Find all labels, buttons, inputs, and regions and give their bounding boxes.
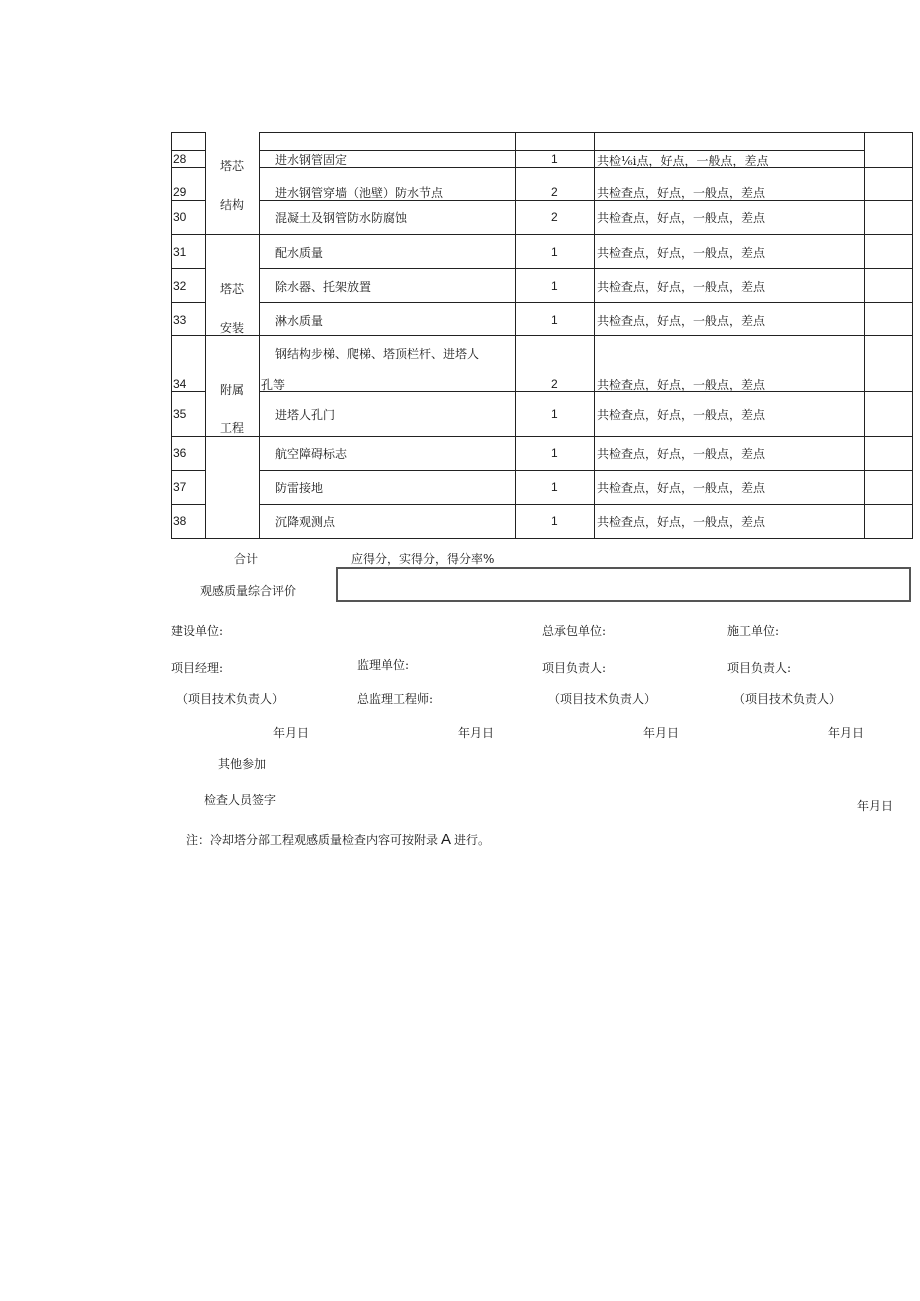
row-number: 35 <box>173 407 187 421</box>
tech-lead-label: （项目技术负责人） <box>548 692 657 706</box>
check-result: 共检查点，好点，一般点，差点 <box>597 314 766 328</box>
row-number: 36 <box>173 446 187 460</box>
owner-unit-label: 建设单位: <box>171 624 224 638</box>
row-number: 38 <box>173 514 187 528</box>
score-value: 1 <box>551 152 558 166</box>
appendix-ref: A <box>441 831 452 848</box>
total-value: 应得分，实得分，得分率% <box>351 552 495 566</box>
evaluation-box <box>336 567 911 602</box>
item-name: 进塔人孔门 <box>275 408 336 422</box>
row-number: 32 <box>173 279 187 293</box>
item-name: 配水质量 <box>275 246 324 260</box>
evaluation-label: 观感质量综合评价 <box>200 584 297 598</box>
item-name: 航空障碍标志 <box>275 447 348 461</box>
item-name: 防雷接地 <box>275 481 324 495</box>
construction-unit-label: 施工单位: <box>727 624 780 638</box>
date-field: 年月日 <box>273 726 310 740</box>
check-result: 共检查点，好点，一般点，差点 <box>597 280 766 294</box>
score-value: 1 <box>551 514 558 528</box>
date-field: 年月日 <box>643 726 680 740</box>
check-result: 共检查点，好点，一般点，差点 <box>597 408 766 422</box>
cu-responsible-label: 项目负责人: <box>727 661 792 675</box>
row-number: 30 <box>173 210 187 224</box>
chief-supervisor-label: 总监理工程师: <box>357 692 434 706</box>
score-value: 1 <box>551 446 558 460</box>
total-label: 合计 <box>234 552 259 566</box>
date-field: 年月日 <box>458 726 495 740</box>
score-value: 2 <box>551 185 558 199</box>
score-value: 2 <box>551 377 558 391</box>
item-name: 钢结构步梯、爬梯、塔顶栏杆、进塔人 <box>275 347 480 361</box>
supervision-unit-label: 监理单位: <box>357 658 410 672</box>
group-label: 附属 <box>220 383 245 397</box>
check-result: 共检查点，好点，一般点，差点 <box>597 481 766 495</box>
score-value: 1 <box>551 313 558 327</box>
check-result: 共检查点，好点，一般点，差点 <box>597 378 766 392</box>
score-value: 1 <box>551 407 558 421</box>
date-field: 年月日 <box>857 799 894 813</box>
check-result: 共检查点，好点，一般点，差点 <box>597 447 766 461</box>
row-number: 37 <box>173 480 187 494</box>
tech-lead-label: （项目技术负责人） <box>176 692 285 706</box>
item-name: 孔等 <box>261 378 286 392</box>
group-label: 塔芯 <box>220 159 245 173</box>
date-field: 年月日 <box>828 726 865 740</box>
check-result: 共检查点，好点，一般点，差点 <box>597 186 766 200</box>
other-inspectors-label: 检查人员签字 <box>204 793 277 807</box>
score-value: 1 <box>551 279 558 293</box>
check-result: 共检⅙i点，好点，一般点，差点 <box>597 154 769 168</box>
tech-lead-label: （项目技术负责人） <box>733 692 842 706</box>
item-name: 沉降观测点 <box>275 515 336 529</box>
score-value: 1 <box>551 480 558 494</box>
group-label: 塔芯 <box>220 282 245 296</box>
other-inspectors-label: 其他参加 <box>218 757 267 771</box>
row-number: 29 <box>173 185 187 199</box>
general-contractor-label: 总承包单位: <box>542 624 607 638</box>
group-label: 工程 <box>220 421 245 435</box>
row-number: 34 <box>173 377 187 391</box>
check-result: 共检查点，好点，一般点，差点 <box>597 515 766 529</box>
group-label: 结构 <box>220 198 245 212</box>
item-name: 进水钢管穿墙（池壁）防水节点 <box>275 186 444 200</box>
score-value: 1 <box>551 245 558 259</box>
footnote-text: 注：冷却塔分部工程观感质量检查内容可按附录 <box>186 833 439 847</box>
row-number: 31 <box>173 245 187 259</box>
score-value: 2 <box>551 210 558 224</box>
item-name: 混凝土及钢管防水防腐蚀 <box>275 211 408 225</box>
footnote-text: 进行。 <box>454 833 491 847</box>
gc-responsible-label: 项目负责人: <box>542 661 607 675</box>
item-name: 淋水质量 <box>275 314 324 328</box>
item-name: 进水钢管固定 <box>275 153 348 167</box>
footnote <box>186 831 490 848</box>
check-result: 共检查点，好点，一般点，差点 <box>597 246 766 260</box>
project-manager-label: 项目经理: <box>171 661 224 675</box>
row-number: 28 <box>173 152 187 166</box>
item-name: 除水器、托架放置 <box>275 280 372 294</box>
check-result: 共检查点，好点，一般点，差点 <box>597 211 766 225</box>
group-label: 安装 <box>220 321 245 335</box>
row-number: 33 <box>173 313 187 327</box>
